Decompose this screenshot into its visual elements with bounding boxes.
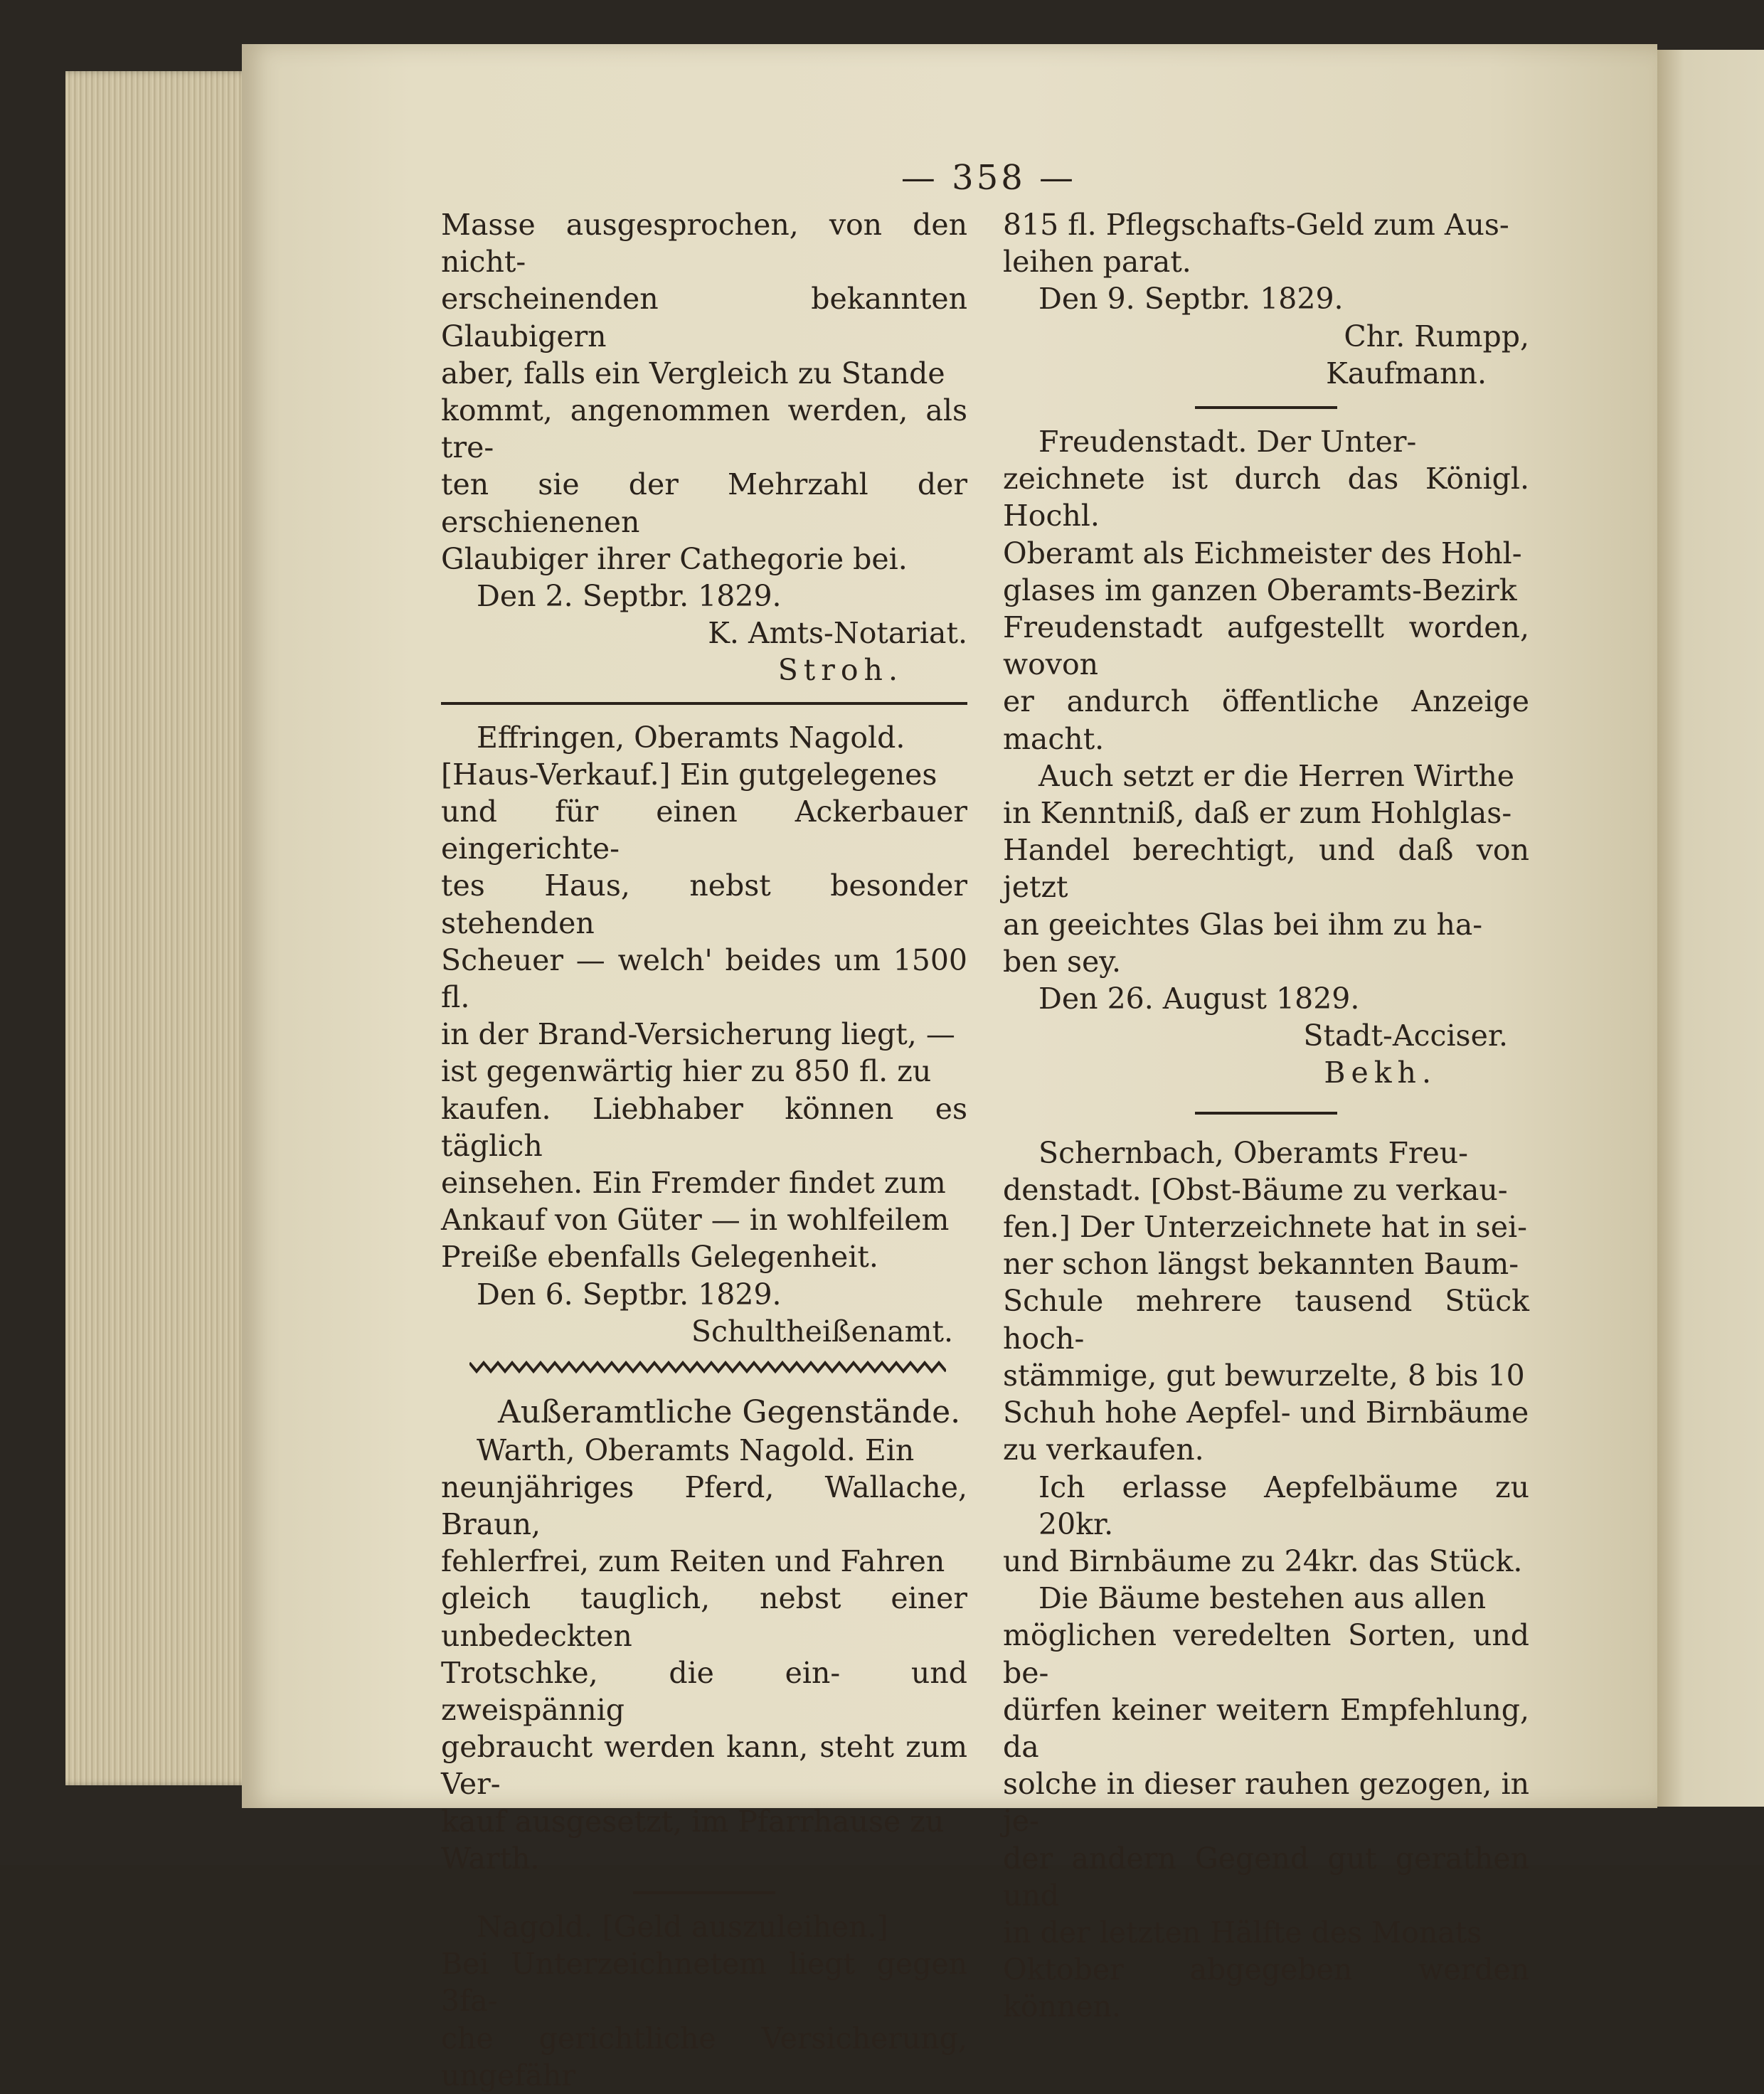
text-line: Freudenstadt aufgestellt worden, wovon (1003, 610, 1529, 682)
text-line: Warth, Oberamts Nagold. Ein (477, 1433, 915, 1467)
text-line: fen.] Der Unterzeichnete hat in sei- (1003, 1210, 1527, 1245)
notice-date: Den 2. Septbr. 1829. (477, 579, 782, 614)
text-line: aber, falls ein Vergleich zu Stande (441, 356, 945, 390)
text-line: Bei Unterzeichnetem liegt gegen 3fa- (441, 1947, 967, 2019)
text-line: der andern Gegend gut gerathen und (1003, 1841, 1529, 1913)
text-line: 815 fl. Pflegschafts-Geld zum Aus- (1003, 208, 1509, 242)
text-line: einsehen. Ein Fremder findet zum (441, 1166, 946, 1201)
notice-masse (441, 206, 967, 689)
text-line: Glaubiger ihrer Cathegorie bei. (441, 541, 908, 576)
text-line: gleich tauglich, nebst einer unbedeckten (441, 1581, 967, 1653)
text-line: Warth. (441, 1841, 540, 1876)
text-line: kauf ausgesetzt, im Pfarrhause zu (441, 1804, 945, 1839)
text-line: Nagold. [Geld auszuleihen.] (477, 1909, 888, 1944)
text-line: stämmige, gut bewurzelte, 8 bis 10 (1003, 1358, 1525, 1393)
text-line: erscheinenden bekannten Glaubigern (441, 282, 967, 354)
text-line: kaufen. Liebhaber können es täglich (441, 1091, 967, 1163)
text-line: Schernbach, Oberamts Freu- (1038, 1135, 1469, 1170)
wavy-divider (469, 1360, 946, 1374)
text-line: ist gegenwärtig hier zu 850 fl. zu (441, 1054, 932, 1089)
notice-signature-name: Stroh. (777, 653, 903, 688)
notice-signature: Chr. Rumpp, (1344, 319, 1529, 354)
text-line: Handel berechtigt, und daß von jetzt (1003, 833, 1529, 905)
notice-nagold (441, 1908, 967, 2094)
text-line: Freudenstadt. Der Unter- (1038, 425, 1417, 459)
text-line: Scheuer — welch' beides um 1500 fl. (441, 942, 967, 1015)
text-line: er andurch öffentliche Anzeige macht. (1003, 684, 1529, 756)
text-line: und für einen Ackerbauer eingerichte- (441, 794, 967, 866)
notice-date: Den 26. August 1829. (1038, 982, 1360, 1016)
notice-signature-title: Kaufmann. (1326, 356, 1487, 390)
section-heading: Außeramtliche Gegenstände. (498, 1394, 961, 1431)
text-line: Ankauf von Güter — in wohlfeilem (441, 1203, 950, 1238)
text-line: Ich erlasse Aepfelbäume zu 20kr. (1038, 1469, 1529, 1541)
notice-nagold-continued (1003, 206, 1529, 392)
text-line: Oktober abgegeben werden können. (1003, 1952, 1529, 2024)
text-line: ben sey. (1003, 944, 1122, 979)
text-line: zu verkaufen. (1003, 1433, 1204, 1467)
text-line: gebraucht werden kann, steht zum Ver- (441, 1730, 967, 1802)
text-line: kommt, angenommen werden, als tre- (441, 393, 967, 465)
text-line: in Kenntniß, daß er zum Hohlglas- (1003, 796, 1512, 831)
text-line: in der letzten Hälfte des Monats (1003, 1915, 1482, 1950)
page-number: — 358 — (900, 158, 1077, 198)
text-line: leihen parat. (1003, 245, 1191, 280)
text-line: Schuh hohe Aepfel- und Birnbäume (1003, 1396, 1529, 1430)
facing-page-edge (1657, 50, 1764, 1807)
left-column (441, 206, 967, 2094)
right-column (1003, 206, 1529, 2026)
text-line: Trotschke, die ein- und zweispännig (441, 1655, 967, 1727)
text-line: zeichnete ist durch das Königl. Hochl. (1003, 462, 1529, 533)
text-line: Auch setzt er die Herren Wirthe (1038, 758, 1515, 793)
text-line: fehlerfrei, zum Reiten und Fahren (441, 1544, 945, 1579)
text-line: [Haus-Verkauf.] Ein gutgelegenes (441, 757, 937, 792)
text-line: neunjähriges Pferd, Wallache, Braun, (441, 1469, 967, 1541)
divider-rule-short (633, 1891, 775, 1894)
text-line: dürfen keiner weitern Empfehlung, da (1003, 1692, 1529, 1764)
notice-date: Den 9. Septbr. 1829. (1038, 282, 1344, 317)
text-line: solche in dieser rauhen gezogen, in je- (1003, 1767, 1529, 1839)
text-line: Masse ausgesprochen, von den nicht- (441, 208, 967, 280)
text-line: ner schon längst bekannten Baum- (1003, 1247, 1519, 1282)
text-line: Effringen, Oberamts Nagold. (477, 720, 905, 755)
text-line: che gerichtliche Versicherung, ungefähr (441, 2021, 967, 2093)
text-line: Oberamt als Eichmeister des Hohl- (1003, 536, 1522, 570)
page-edges (65, 71, 257, 1785)
text-line: denstadt. [Obst-Bäume zu verkau- (1003, 1172, 1508, 1207)
text-line: Schule mehrere tausend Stück hoch- (1003, 1284, 1529, 1356)
text-line: Preiße ebenfalls Gelegenheit. (441, 1240, 878, 1275)
notice-warth (441, 1432, 967, 1877)
text-line: Die Bäume bestehen aus allen (1038, 1581, 1487, 1616)
divider-rule-short (1195, 1112, 1337, 1115)
text-line: möglichen veredelten Sorten, und be- (1003, 1618, 1529, 1690)
notice-signature-name: Bekh. (1324, 1056, 1437, 1090)
text-line: ten sie der Mehrzahl der erschienenen (441, 467, 967, 539)
text-line: und Birnbäume zu 24kr. das Stück. (1003, 1543, 1523, 1578)
text-line: glases im ganzen Oberamts-Bezirk (1003, 573, 1517, 607)
notice-signature: K. Amts-Notariat. (708, 616, 967, 651)
text-line: tes Haus, nebst besonder stehenden (441, 868, 967, 940)
notice-signature: Stadt-Acciser. (1303, 1019, 1508, 1053)
notice-date: Den 6. Septbr. 1829. (477, 1277, 782, 1312)
notice-schernbach (1003, 1134, 1529, 2026)
notice-effringen (441, 719, 967, 1350)
text-line: an geeichtes Glas bei ihm zu ha- (1003, 907, 1483, 942)
notice-signature: Schultheißenamt. (691, 1314, 953, 1349)
divider-rule (441, 702, 967, 705)
text-line: in der Brand-Versicherung liegt, — (441, 1017, 955, 1052)
notice-freudenstadt (1003, 423, 1529, 1092)
divider-rule-short (1195, 406, 1337, 409)
